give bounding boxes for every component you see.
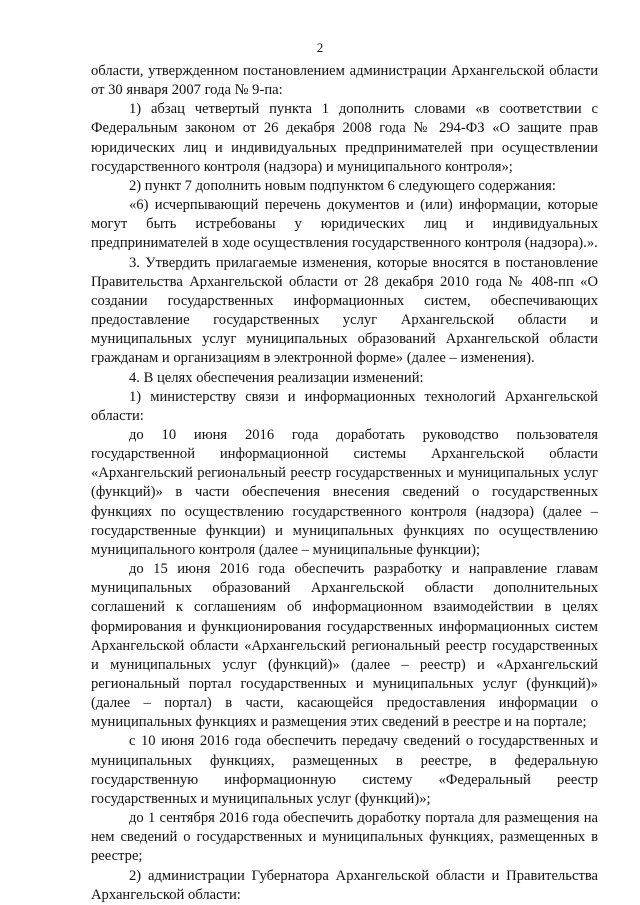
paragraph-item-2: 2) пункт 7 дополнить новым подпунктом 6 следующего содержания: bbox=[129, 177, 556, 194]
paragraph-september-1: до 1 сентября 2016 года обеспечить доработку портала для размещения на нем сведений о государственных и муниципальных функциях, размещенных в реестре; bbox=[91, 810, 598, 865]
document-body bbox=[91, 62, 598, 905]
paragraph-june-15: до 15 июня 2016 года обеспечить разработку и направление главам муниципальных образований Архангельской области дополнительных соглашений к соглашениям об информационном взаимодействии в целях формирования и функционирования государственных информационных систем Архангельской области «Архангельский региональный реестр государственных и муниципальных услуг (функций)» (далее – реестр) и «Архангельский региональный портал государственных и муниципальных услуг (функций)» (далее – портал) в части, касающейся предоставления информации о муниципальных функциях и размещения этих сведений в реестре и на портале; bbox=[91, 561, 598, 731]
paragraph-point-3: 3. Утвердить прилагаемые изменения, которые вносятся в постановление Правительства Архангельской области от 28 декабря 2010 года № 408-пп «О создании государственных информационных систем, обеспечивающих предоставление государственных услуг Архангельской области и муниципальных услуг муниципальных образований Архангельской области гражданам и организациям в электронной форме» (далее – изменения). bbox=[91, 254, 598, 367]
page-number: 2 bbox=[316, 40, 324, 55]
paragraph-item-1: 1) абзац четвертый пункта 1 дополнить словами «в соответствии с Федеральным законом от 26 декабря 2008 года № 294-ФЗ «О защите прав юридических лиц и индивидуальных предпринимателей при осуществлении государственного контроля (надзора) и муниципального контроля»; bbox=[91, 101, 598, 175]
paragraph-point-4: 4. В целях обеспечения реализации изменений: bbox=[129, 369, 424, 386]
paragraph-from-june-10: с 10 июня 2016 года обеспечить передачу сведений о государственных и муниципальных функциях, размещенных в реестре, в федеральную государственную информационную систему «Федеральный реестр государственных и муниципальных услуг (функций)»; bbox=[91, 733, 598, 807]
paragraph-continuation: области, утвержденном постановлением администрации Архангельской области от 30 января 2007 года № 9-па: bbox=[91, 63, 598, 99]
paragraph-ministry: 1) министерству связи и информационных технологий Архангельской области: bbox=[91, 388, 598, 424]
paragraph-administration: 2) администрации Губернатора Архангельской области и Правительства Архангельской области: bbox=[91, 867, 598, 903]
paragraph-june-10: до 10 июня 2016 года доработать руководство пользователя государственной информационной системы Архангельской области «Архангельский региональный реестр государственных и муниципальных услуг (функций)» в части обеспечения внесения сведений о государственных функциях по осуществлению государственного контроля (надзора) (далее – государственные функции) и муниципальных функциях по осуществлению муниципального контроля (далее – муниципальные функции); bbox=[91, 426, 598, 558]
paragraph-quoted-subitem: «6) исчерпывающий перечень документов и (или) информации, которые могут быть истребованы у юридических лиц и индивидуальных предпринимателей в ходе осуществления государственного контроля (надзора).». bbox=[91, 197, 598, 252]
